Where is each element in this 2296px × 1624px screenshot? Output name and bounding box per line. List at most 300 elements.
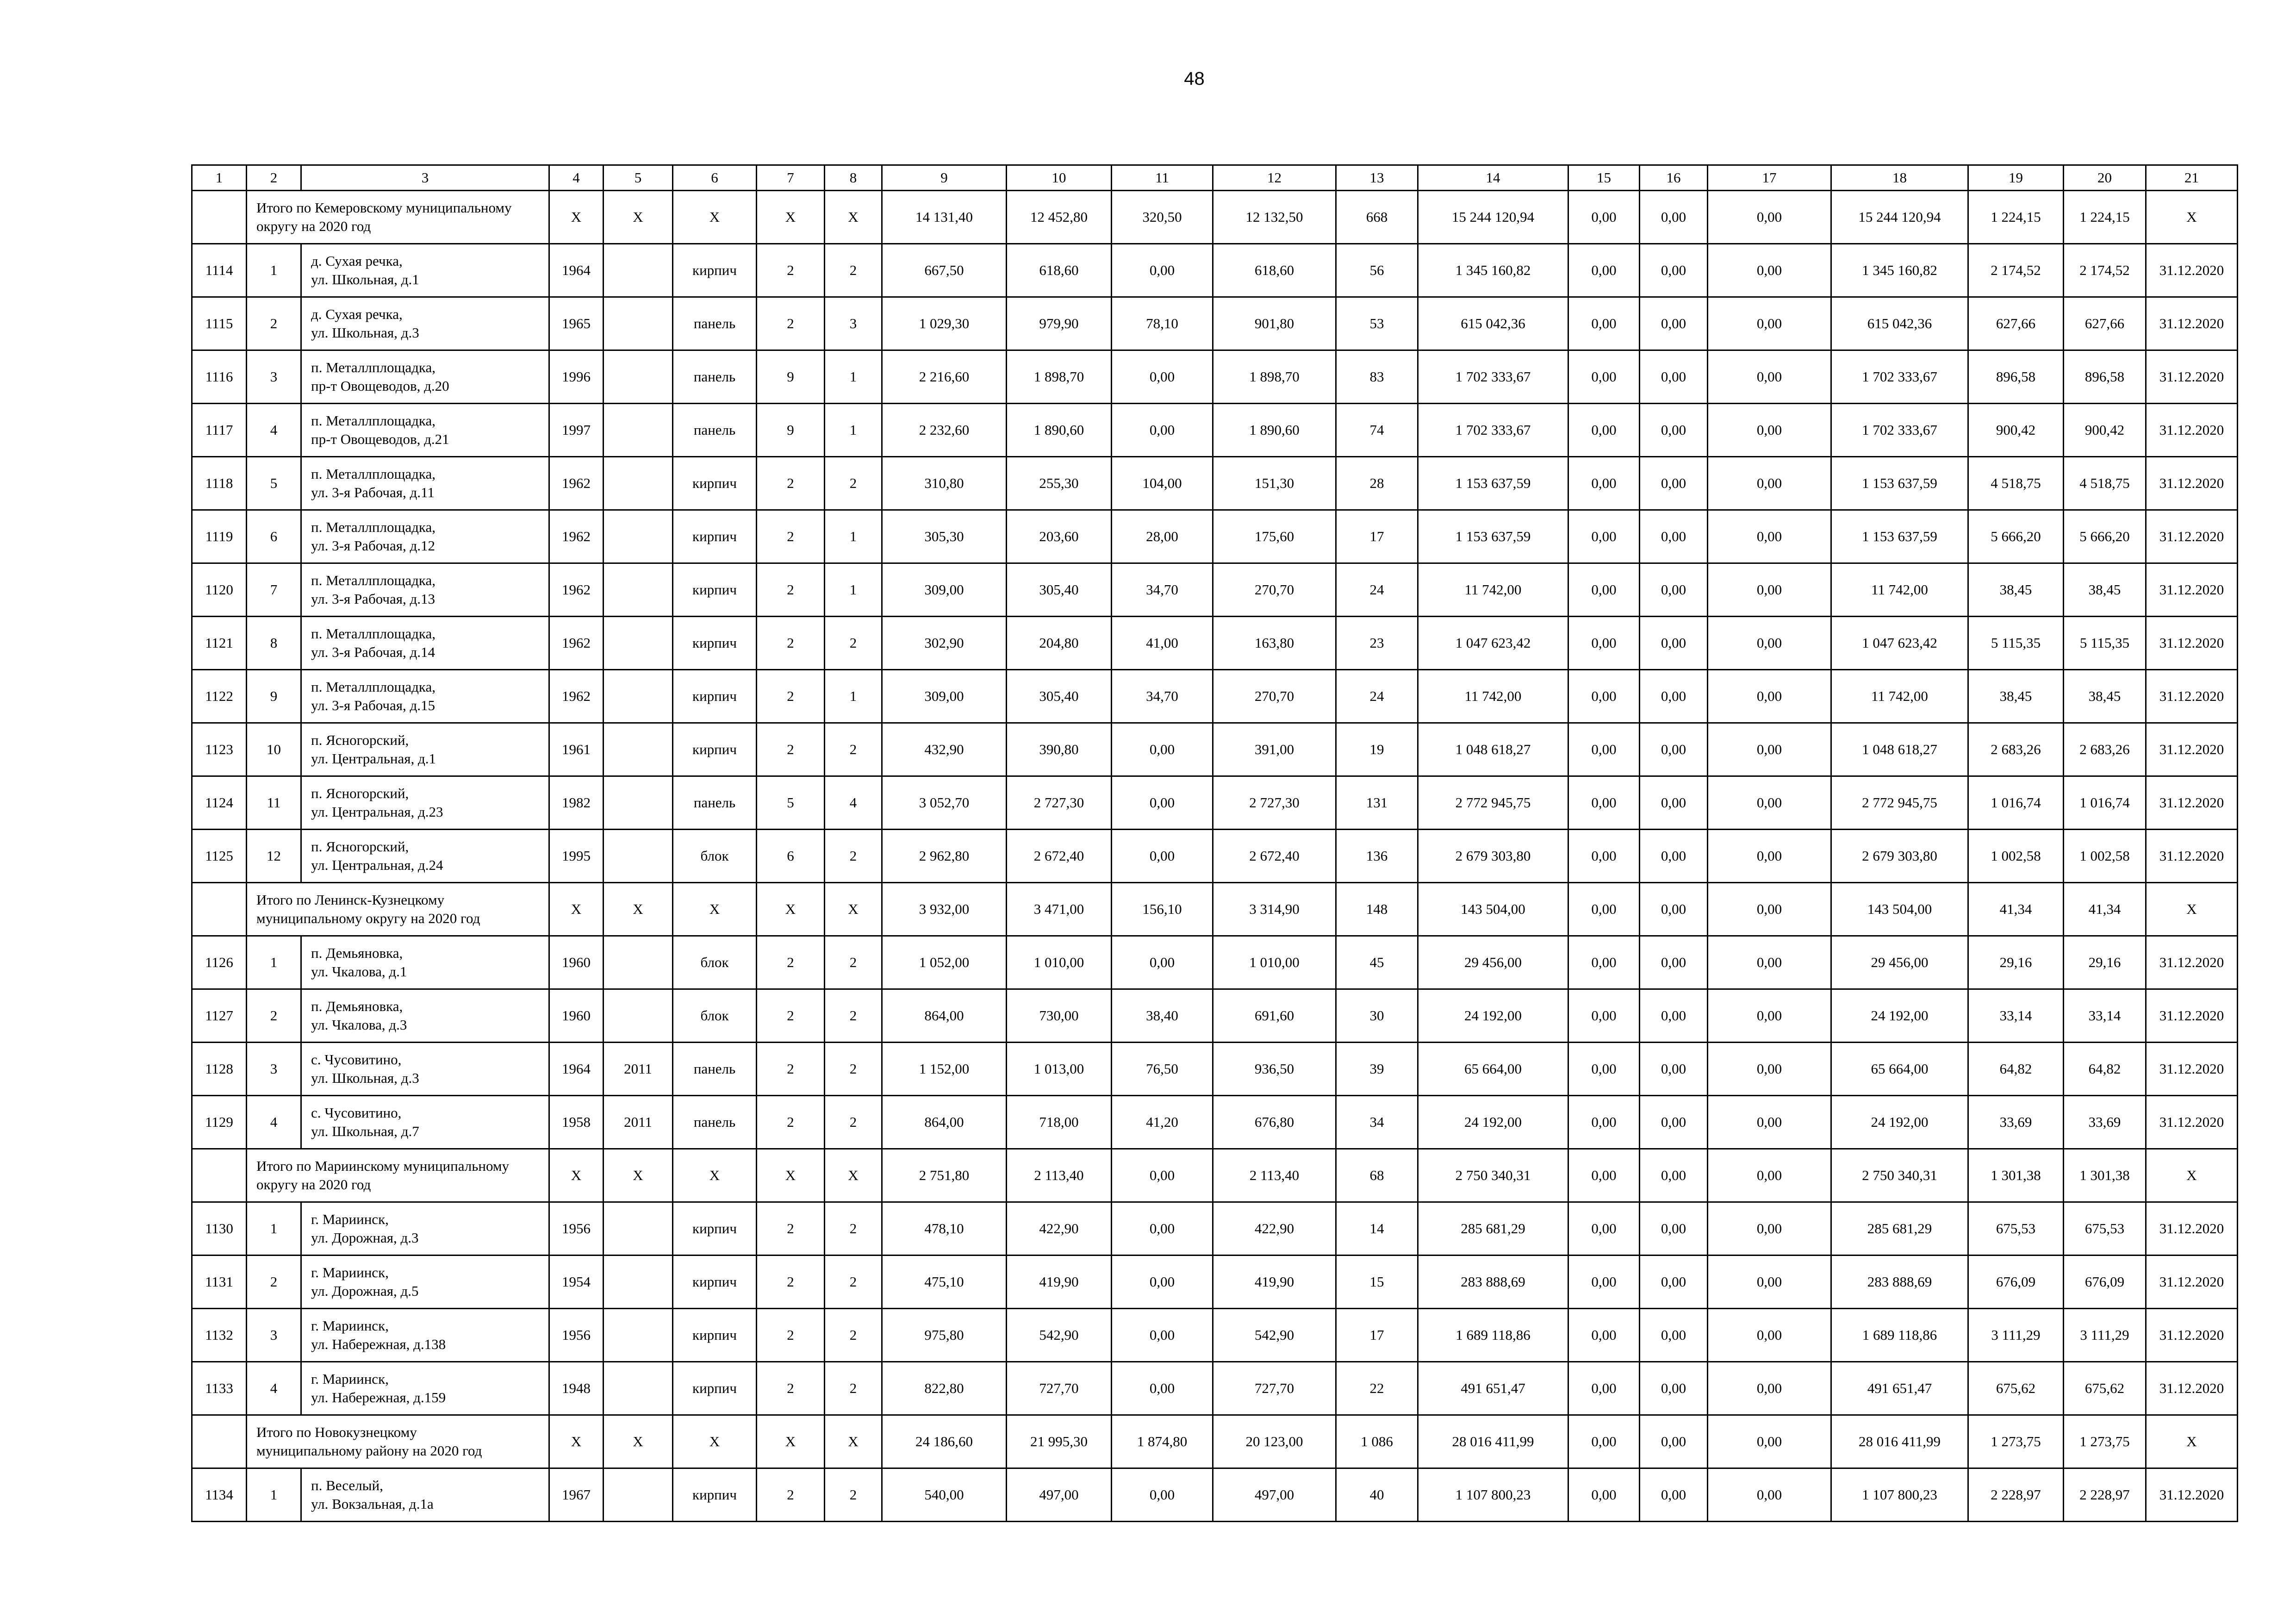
subtotal-label <box>247 1415 549 1468</box>
year-built: 1962 <box>549 563 604 617</box>
limit-per-sqm: 900,42 <box>2064 404 2146 457</box>
residents: 22 <box>1336 1362 1418 1415</box>
local-cost: 0,00 <box>1708 191 1831 244</box>
address-line: с. Чусовитино, <box>311 1051 402 1068</box>
header-row <box>192 165 2238 191</box>
item-number: 3 <box>247 1043 301 1096</box>
wall-material: панель <box>673 297 757 350</box>
budget-cost: 0,00 <box>1640 1362 1708 1415</box>
entrances: 2 <box>825 1468 882 1522</box>
address-line: п. Ясногорский, <box>311 838 409 855</box>
cost-per-sqm: 675,62 <box>1968 1362 2064 1415</box>
completion-date: 31.12.2020 <box>2146 297 2238 350</box>
address-cell <box>301 1202 549 1255</box>
municipal-area: 28,00 <box>1112 510 1213 563</box>
local-cost: 0,00 <box>1708 1043 1831 1096</box>
column-number-header: 8 <box>825 165 882 191</box>
owners-cost: 2 772 945,75 <box>1831 776 1968 830</box>
address-line: ул. 3-я Рабочая, д.13 <box>311 591 436 607</box>
row-number: 1129 <box>192 1096 247 1149</box>
total-area: 305,30 <box>882 510 1007 563</box>
local-cost: 0,00 <box>1708 350 1831 404</box>
address-cell <box>301 776 549 830</box>
table-row <box>192 1202 2238 1255</box>
table-row <box>192 1309 2238 1362</box>
address-line: г. Мариинск, <box>311 1211 389 1227</box>
wall-material: кирпич <box>673 510 757 563</box>
municipal-area: 0,00 <box>1112 723 1213 776</box>
municipal-area: 34,70 <box>1112 670 1213 723</box>
completion-date: 31.12.2020 <box>2146 936 2238 989</box>
budget-cost: 0,00 <box>1640 1096 1708 1149</box>
address-cell <box>301 936 549 989</box>
completion-date: 31.12.2020 <box>2146 1202 2238 1255</box>
table-row <box>192 776 2238 830</box>
cost-per-sqm: 64,82 <box>1968 1043 2064 1096</box>
municipal-area: 0,00 <box>1112 244 1213 297</box>
row-number: 1122 <box>192 670 247 723</box>
residents: 28 <box>1336 457 1418 510</box>
year-commissioned <box>604 1309 673 1362</box>
address-line: ул. Чкалова, д.3 <box>311 1017 407 1033</box>
address-line: ул. 3-я Рабочая, д.11 <box>311 484 435 500</box>
address-line: г. Мариинск, <box>311 1371 389 1387</box>
total-cost: 1 702 333,67 <box>1418 350 1568 404</box>
column-number-header: 9 <box>882 165 1007 191</box>
page-number: 48 <box>1184 69 1205 89</box>
local-cost: 0,00 <box>1708 1362 1831 1415</box>
owners-cost: 1 689 118,86 <box>1831 1309 1968 1362</box>
wall-material: X <box>673 1149 757 1202</box>
total-cost: 1 048 618,27 <box>1418 723 1568 776</box>
limit-per-sqm: 1 016,74 <box>2064 776 2146 830</box>
private-area: 2 113,40 <box>1213 1149 1336 1202</box>
address-cell <box>301 510 549 563</box>
address-cell <box>301 350 549 404</box>
limit-per-sqm: 1 224,15 <box>2064 191 2146 244</box>
owners-cost: 1 048 618,27 <box>1831 723 1968 776</box>
total-cost: 2 679 303,80 <box>1418 830 1568 883</box>
owners-cost: 1 153 637,59 <box>1831 457 1968 510</box>
limit-per-sqm: 2 174,52 <box>2064 244 2146 297</box>
subtotal-label-line: муниципальному округу на 2020 год <box>256 910 480 926</box>
residential-area: 305,40 <box>1007 670 1112 723</box>
residents: 83 <box>1336 350 1418 404</box>
table-row <box>192 1043 2238 1096</box>
wall-material: X <box>673 883 757 936</box>
municipal-area: 0,00 <box>1112 1309 1213 1362</box>
table-row <box>192 936 2238 989</box>
municipal-area: 0,00 <box>1112 1149 1213 1202</box>
private-area: 618,60 <box>1213 244 1336 297</box>
residents: 68 <box>1336 1149 1418 1202</box>
local-cost: 0,00 <box>1708 936 1831 989</box>
year-commissioned <box>604 830 673 883</box>
fund-cost: 0,00 <box>1568 1096 1640 1149</box>
municipal-area: 0,00 <box>1112 1255 1213 1309</box>
residents: 1 086 <box>1336 1415 1418 1468</box>
address-line: п. Ясногорский, <box>311 732 409 748</box>
private-area: 901,80 <box>1213 297 1336 350</box>
total-area: 302,90 <box>882 617 1007 670</box>
row-number: 1130 <box>192 1202 247 1255</box>
total-cost: 615 042,36 <box>1418 297 1568 350</box>
year-built: 1962 <box>549 617 604 670</box>
column-number-header: 5 <box>604 165 673 191</box>
address-line: ул. Центральная, д.1 <box>311 750 436 767</box>
address-line: п. Металлплощадка, <box>311 625 436 642</box>
total-area: 478,10 <box>882 1202 1007 1255</box>
table-row <box>192 1096 2238 1149</box>
residential-area: 419,90 <box>1007 1255 1112 1309</box>
wall-material: кирпич <box>673 1309 757 1362</box>
total-area: 24 186,60 <box>882 1415 1007 1468</box>
municipal-area: 156,10 <box>1112 883 1213 936</box>
address-line: п. Металлплощадка, <box>311 519 436 535</box>
item-number: 4 <box>247 1096 301 1149</box>
municipal-area: 41,20 <box>1112 1096 1213 1149</box>
entrances: 1 <box>825 670 882 723</box>
entrances: 2 <box>825 244 882 297</box>
cost-per-sqm: 1 002,58 <box>1968 830 2064 883</box>
fund-cost: 0,00 <box>1568 510 1640 563</box>
wall-material: кирпич <box>673 670 757 723</box>
local-cost: 0,00 <box>1708 457 1831 510</box>
private-area: 151,30 <box>1213 457 1336 510</box>
residents: 19 <box>1336 723 1418 776</box>
total-area: 14 131,40 <box>882 191 1007 244</box>
residential-area: 203,60 <box>1007 510 1112 563</box>
private-area: 419,90 <box>1213 1255 1336 1309</box>
limit-per-sqm: 5 666,20 <box>2064 510 2146 563</box>
year-built: 1960 <box>549 989 604 1043</box>
total-area: 2 962,80 <box>882 830 1007 883</box>
address-line: п. Демьяновка, <box>311 998 403 1014</box>
budget-cost: 0,00 <box>1640 457 1708 510</box>
wall-material: блок <box>673 936 757 989</box>
total-area: 667,50 <box>882 244 1007 297</box>
floors: 2 <box>757 989 825 1043</box>
total-cost: 28 016 411,99 <box>1418 1415 1568 1468</box>
subtotal-row <box>192 1149 2238 1202</box>
address-cell <box>301 723 549 776</box>
local-cost: 0,00 <box>1708 404 1831 457</box>
column-number-header: 21 <box>2146 165 2238 191</box>
wall-material: панель <box>673 404 757 457</box>
address-cell <box>301 457 549 510</box>
address-line: п. Металлплощадка, <box>311 412 436 429</box>
year-commissioned <box>604 936 673 989</box>
year-commissioned <box>604 723 673 776</box>
cost-per-sqm: 5 115,35 <box>1968 617 2064 670</box>
residential-area: 1 898,70 <box>1007 350 1112 404</box>
total-cost: 15 244 120,94 <box>1418 191 1568 244</box>
year-commissioned <box>604 510 673 563</box>
total-area: 864,00 <box>882 989 1007 1043</box>
budget-cost: 0,00 <box>1640 830 1708 883</box>
residents: 40 <box>1336 1468 1418 1522</box>
municipal-area: 0,00 <box>1112 830 1213 883</box>
fund-cost: 0,00 <box>1568 350 1640 404</box>
private-area: 2 672,40 <box>1213 830 1336 883</box>
fund-cost: 0,00 <box>1568 191 1640 244</box>
limit-per-sqm: 29,16 <box>2064 936 2146 989</box>
table-row <box>192 563 2238 617</box>
fund-cost: 0,00 <box>1568 457 1640 510</box>
address-line: ул. 3-я Рабочая, д.15 <box>311 697 436 713</box>
year-built: 1964 <box>549 244 604 297</box>
fund-cost: 0,00 <box>1568 830 1640 883</box>
year-commissioned <box>604 350 673 404</box>
entrances: 1 <box>825 563 882 617</box>
cost-per-sqm: 5 666,20 <box>1968 510 2064 563</box>
cost-per-sqm: 675,53 <box>1968 1202 2064 1255</box>
residents: 131 <box>1336 776 1418 830</box>
row-number: 1126 <box>192 936 247 989</box>
residents: 14 <box>1336 1202 1418 1255</box>
private-area: 1 890,60 <box>1213 404 1336 457</box>
wall-material: X <box>673 1415 757 1468</box>
total-area: 309,00 <box>882 670 1007 723</box>
budget-cost: 0,00 <box>1640 244 1708 297</box>
budget-cost: 0,00 <box>1640 723 1708 776</box>
subtotal-row <box>192 191 2238 244</box>
total-cost: 1 047 623,42 <box>1418 617 1568 670</box>
item-number: 1 <box>247 1468 301 1522</box>
completion-date: 31.12.2020 <box>2146 617 2238 670</box>
entrances: 2 <box>825 989 882 1043</box>
residents: 74 <box>1336 404 1418 457</box>
local-cost: 0,00 <box>1708 244 1831 297</box>
year-commissioned: 2011 <box>604 1043 673 1096</box>
budget-cost: 0,00 <box>1640 1468 1708 1522</box>
address-cell <box>301 1309 549 1362</box>
year-built: 1954 <box>549 1255 604 1309</box>
total-cost: 283 888,69 <box>1418 1255 1568 1309</box>
completion-date: 31.12.2020 <box>2146 1362 2238 1415</box>
entrances: 2 <box>825 830 882 883</box>
wall-material: кирпич <box>673 723 757 776</box>
total-cost: 11 742,00 <box>1418 563 1568 617</box>
wall-material: панель <box>673 776 757 830</box>
year-built: 1956 <box>549 1202 604 1255</box>
floors: 2 <box>757 297 825 350</box>
address-line: ул. Дорожная, д.5 <box>311 1283 419 1299</box>
municipal-area: 104,00 <box>1112 457 1213 510</box>
completion-date: X <box>2146 1149 2238 1202</box>
private-area: 20 123,00 <box>1213 1415 1336 1468</box>
cost-per-sqm: 1 273,75 <box>1968 1415 2064 1468</box>
column-number-header: 2 <box>247 165 301 191</box>
limit-per-sqm: 2 683,26 <box>2064 723 2146 776</box>
owners-cost: 285 681,29 <box>1831 1202 1968 1255</box>
entrances: 2 <box>825 1362 882 1415</box>
private-area: 542,90 <box>1213 1309 1336 1362</box>
row-number: 1114 <box>192 244 247 297</box>
owners-cost: 491 651,47 <box>1831 1362 1968 1415</box>
item-number: 1 <box>247 1202 301 1255</box>
year-commissioned <box>604 989 673 1043</box>
private-area: 2 727,30 <box>1213 776 1336 830</box>
wall-material: блок <box>673 989 757 1043</box>
completion-date: 31.12.2020 <box>2146 989 2238 1043</box>
table-row <box>192 350 2238 404</box>
item-number: 11 <box>247 776 301 830</box>
floors: 2 <box>757 510 825 563</box>
completion-date: 31.12.2020 <box>2146 510 2238 563</box>
completion-date: X <box>2146 883 2238 936</box>
entrances: 2 <box>825 457 882 510</box>
fund-cost: 0,00 <box>1568 404 1640 457</box>
budget-cost: 0,00 <box>1640 1309 1708 1362</box>
total-cost: 143 504,00 <box>1418 883 1568 936</box>
floors: 9 <box>757 404 825 457</box>
total-cost: 1 345 160,82 <box>1418 244 1568 297</box>
address-line: п. Ясногорский, <box>311 785 409 801</box>
budget-cost: 0,00 <box>1640 404 1708 457</box>
column-number-header: 16 <box>1640 165 1708 191</box>
fund-cost: 0,00 <box>1568 1362 1640 1415</box>
year-commissioned <box>604 297 673 350</box>
municipal-area: 0,00 <box>1112 350 1213 404</box>
budget-cost: 0,00 <box>1640 883 1708 936</box>
year-built: X <box>549 883 604 936</box>
table-row <box>192 1255 2238 1309</box>
total-area: 822,80 <box>882 1362 1007 1415</box>
table-row <box>192 617 2238 670</box>
total-area: 475,10 <box>882 1255 1007 1309</box>
residential-area: 255,30 <box>1007 457 1112 510</box>
residents: 39 <box>1336 1043 1418 1096</box>
total-area: 310,80 <box>882 457 1007 510</box>
entrances: 3 <box>825 297 882 350</box>
completion-date: 31.12.2020 <box>2146 563 2238 617</box>
year-built: 1997 <box>549 404 604 457</box>
owners-cost: 15 244 120,94 <box>1831 191 1968 244</box>
total-cost: 2 772 945,75 <box>1418 776 1568 830</box>
table-row <box>192 723 2238 776</box>
residents: 136 <box>1336 830 1418 883</box>
table-row <box>192 989 2238 1043</box>
completion-date: X <box>2146 1415 2238 1468</box>
local-cost: 0,00 <box>1708 723 1831 776</box>
table-row <box>192 510 2238 563</box>
completion-date: 31.12.2020 <box>2146 1309 2238 1362</box>
budget-cost: 0,00 <box>1640 936 1708 989</box>
entrances: 1 <box>825 404 882 457</box>
residents: 17 <box>1336 1309 1418 1362</box>
floors: 2 <box>757 670 825 723</box>
table-row <box>192 244 2238 297</box>
limit-per-sqm: 33,14 <box>2064 989 2146 1043</box>
cost-per-sqm: 41,34 <box>1968 883 2064 936</box>
address-cell <box>301 670 549 723</box>
total-area: 2 216,60 <box>882 350 1007 404</box>
address-line: ул. Чкалова, д.1 <box>311 963 407 980</box>
residents: 17 <box>1336 510 1418 563</box>
year-built: X <box>549 191 604 244</box>
residents: 24 <box>1336 670 1418 723</box>
municipal-area: 0,00 <box>1112 404 1213 457</box>
private-area: 691,60 <box>1213 989 1336 1043</box>
year-commissioned <box>604 563 673 617</box>
cost-per-sqm: 4 518,75 <box>1968 457 2064 510</box>
private-area: 391,00 <box>1213 723 1336 776</box>
municipal-area: 1 874,80 <box>1112 1415 1213 1468</box>
cost-per-sqm: 33,69 <box>1968 1096 2064 1149</box>
year-built: 1961 <box>549 723 604 776</box>
address-line: ул. Набережная, д.138 <box>311 1336 446 1352</box>
owners-cost: 24 192,00 <box>1831 1096 1968 1149</box>
residents: 56 <box>1336 244 1418 297</box>
limit-per-sqm: 627,66 <box>2064 297 2146 350</box>
local-cost: 0,00 <box>1708 1415 1831 1468</box>
residential-area: 727,70 <box>1007 1362 1112 1415</box>
year-built: 1964 <box>549 1043 604 1096</box>
completion-date: 31.12.2020 <box>2146 404 2238 457</box>
residential-area: 2 113,40 <box>1007 1149 1112 1202</box>
municipal-area: 0,00 <box>1112 776 1213 830</box>
column-number-header: 7 <box>757 165 825 191</box>
residential-area: 2 672,40 <box>1007 830 1112 883</box>
residential-area: 1 890,60 <box>1007 404 1112 457</box>
address-line: ул. Школьная, д.1 <box>311 271 419 287</box>
municipal-area: 38,40 <box>1112 989 1213 1043</box>
total-area: 3 052,70 <box>882 776 1007 830</box>
owners-cost: 1 107 800,23 <box>1831 1468 1968 1522</box>
cost-per-sqm: 900,42 <box>1968 404 2064 457</box>
limit-per-sqm: 3 111,29 <box>2064 1309 2146 1362</box>
fund-cost: 0,00 <box>1568 936 1640 989</box>
limit-per-sqm: 1 301,38 <box>2064 1149 2146 1202</box>
limit-per-sqm: 2 228,97 <box>2064 1468 2146 1522</box>
cost-per-sqm: 1 301,38 <box>1968 1149 2064 1202</box>
municipal-area: 0,00 <box>1112 1468 1213 1522</box>
limit-per-sqm: 1 273,75 <box>2064 1415 2146 1468</box>
item-number: 1 <box>247 936 301 989</box>
fund-cost: 0,00 <box>1568 1309 1640 1362</box>
floors: 2 <box>757 1255 825 1309</box>
total-cost: 24 192,00 <box>1418 1096 1568 1149</box>
limit-per-sqm: 38,45 <box>2064 670 2146 723</box>
item-number: 2 <box>247 297 301 350</box>
subtotal-label <box>247 191 549 244</box>
item-number: 2 <box>247 1255 301 1309</box>
year-built: 1956 <box>549 1309 604 1362</box>
municipal-area: 76,50 <box>1112 1043 1213 1096</box>
completion-date: 31.12.2020 <box>2146 350 2238 404</box>
cost-per-sqm: 38,45 <box>1968 563 2064 617</box>
address-line: п. Демьяновка, <box>311 945 403 961</box>
year-built: 1962 <box>549 670 604 723</box>
address-cell <box>301 1043 549 1096</box>
fund-cost: 0,00 <box>1568 1043 1640 1096</box>
owners-cost: 2 750 340,31 <box>1831 1149 1968 1202</box>
residential-area: 730,00 <box>1007 989 1112 1043</box>
total-cost: 1 153 637,59 <box>1418 457 1568 510</box>
year-commissioned: X <box>604 1415 673 1468</box>
column-number-header: 19 <box>1968 165 2064 191</box>
cell-empty <box>192 1149 247 1202</box>
cost-per-sqm: 38,45 <box>1968 670 2064 723</box>
subtotal-label <box>247 1149 549 1202</box>
private-area: 3 314,90 <box>1213 883 1336 936</box>
completion-date: 31.12.2020 <box>2146 723 2238 776</box>
total-cost: 24 192,00 <box>1418 989 1568 1043</box>
residential-area: 12 452,80 <box>1007 191 1112 244</box>
address-cell <box>301 989 549 1043</box>
year-commissioned: X <box>604 1149 673 1202</box>
